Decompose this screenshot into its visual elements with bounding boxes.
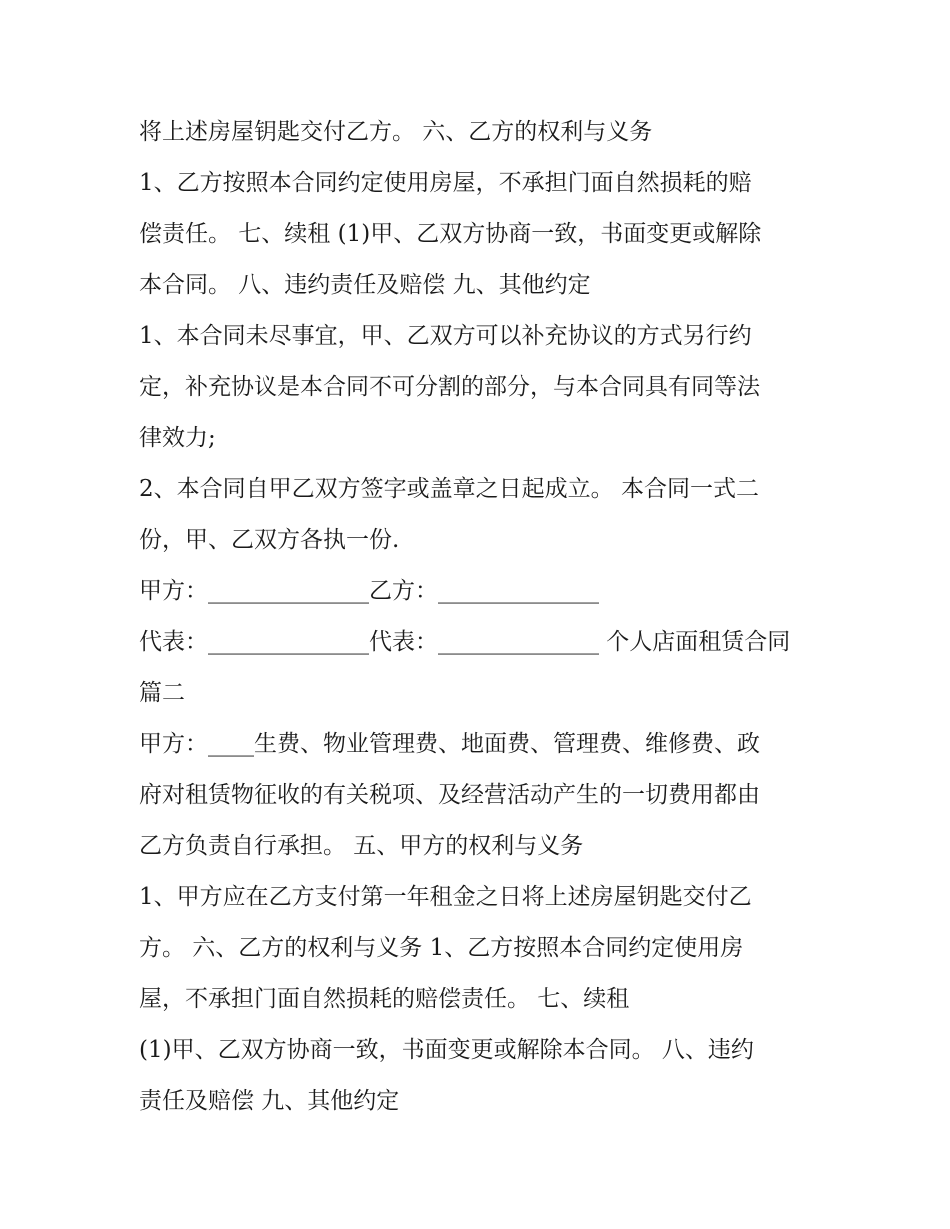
- text-line: 偿责任。 七、续租 (1)甲、乙双方协商一致，书面变更或解除: [139, 221, 762, 247]
- text-line: 方。 六、乙方的权利与义务 1、乙方按照本合同约定使用房: [139, 935, 744, 961]
- text-line: 律效力;: [139, 425, 216, 451]
- text-line: (1)甲、乙双方协商一致，书面变更或解除本合同。 八、违约: [139, 1037, 754, 1063]
- section-heading: 篇二: [139, 680, 185, 706]
- text-line: 甲方：____生费、物业管理费、地面费、管理费、维修费、政: [139, 731, 760, 757]
- text-line: 乙方负责自行承担。 五、甲方的权利与义务: [139, 833, 584, 859]
- text-line: 本合同。 八、违约责任及赔偿 九、其他约定: [139, 272, 591, 298]
- text-line: 责任及赔偿 九、其他约定: [139, 1088, 400, 1114]
- contract-text: [139, 107, 829, 1127]
- text-line: 2、本合同自甲乙双方签字或盖章之日起成立。 本合同一式二: [139, 476, 759, 502]
- text-line: 将上述房屋钥匙交付乙方。 六、乙方的权利与义务: [139, 119, 653, 145]
- text-line: 定，补充协议是本合同不可分割的部分，与本合同具有同等法: [139, 374, 760, 400]
- text-line: 份，甲、乙双方各执一份.: [139, 527, 400, 553]
- text-line: 1、乙方按照本合同约定使用房屋，不承担门面自然损耗的赔: [139, 170, 752, 196]
- signature-line-party-a-b: 甲方：______________乙方：______________: [139, 578, 599, 604]
- text-line: 府对租赁物征收的有关税项、及经营活动产生的一切费用都由: [139, 782, 760, 808]
- text-line: 1、本合同未尽事宜，甲、乙双方可以补充协议的方式另行约: [139, 323, 752, 349]
- text-line: 1、甲方应在乙方支付第一年租金之日将上述房屋钥匙交付乙: [139, 884, 752, 910]
- text-line: 屋，不承担门面自然损耗的赔偿责任。 七、续租: [139, 986, 630, 1012]
- signature-line-representatives: 代表：______________代表：______________ 个人店面租赁合同: [139, 629, 791, 655]
